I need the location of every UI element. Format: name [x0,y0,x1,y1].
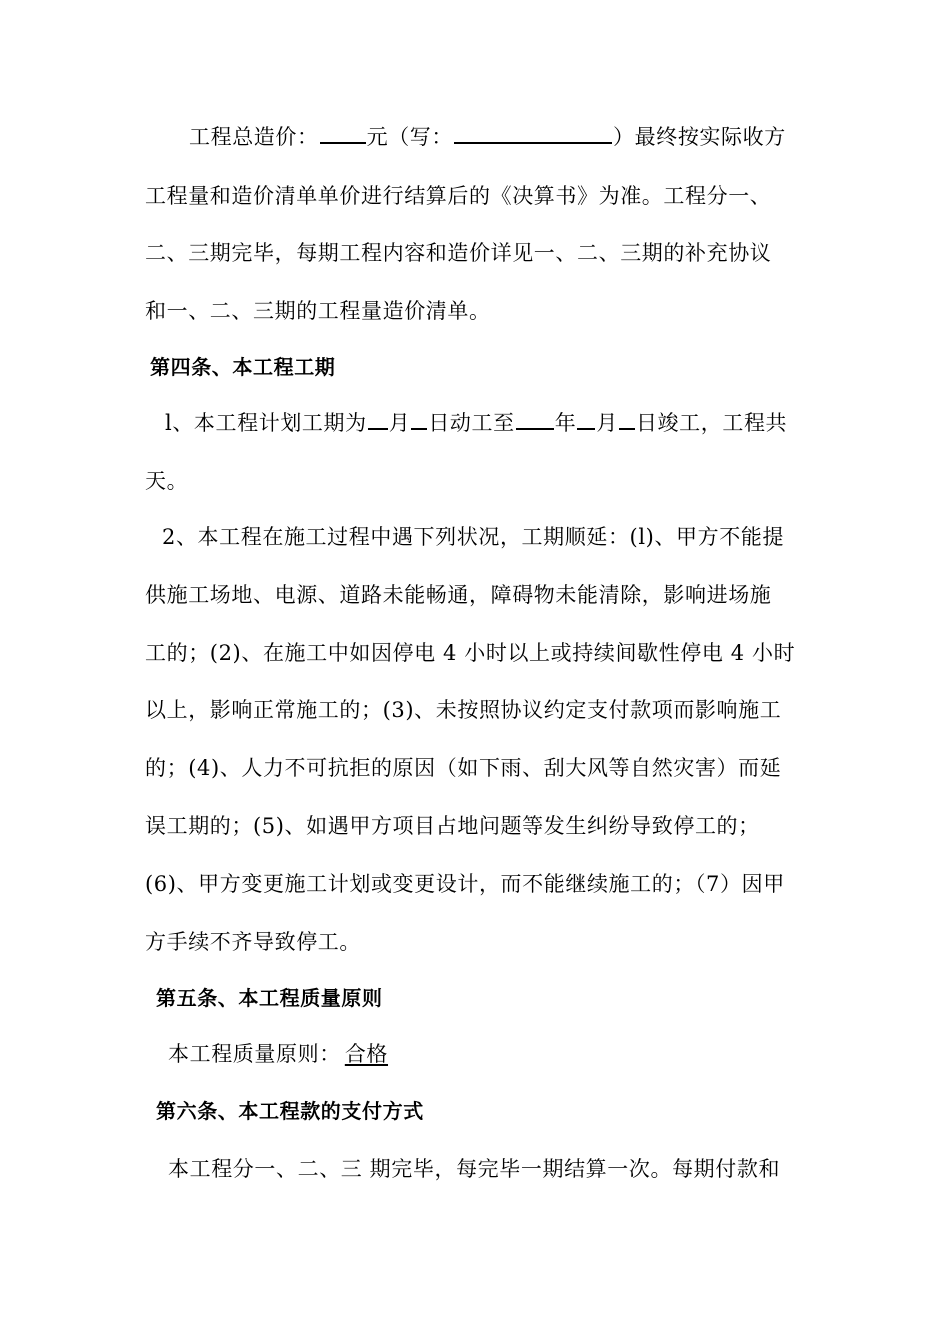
start-day-blank [411,408,427,430]
article-4-heading: 第四条、本工程工期 [150,355,336,379]
cost-written-label: 元（写： [366,125,454,149]
schedule-text: l、本工程计划工期为 [165,411,367,435]
quality-label: 本工程质量原则： [168,1042,341,1066]
month-label: 月 [596,411,618,435]
paragraph-line: 和一、二、三期的工程量造价清单。 [145,299,491,323]
article-6-heading: 第六条、本工程款的支付方式 [156,1099,424,1123]
paragraph-line: 2、本工程在施工过程中遇下列状况，工期顺延：(l)、甲方不能提 [162,525,785,549]
month-label: 月 [388,411,411,435]
paragraph-line: (6)、甲方变更施工计划或变更设计，而不能继续施工的；（7）因甲 [145,872,785,896]
paragraph-line: 二、三期完毕，每期工程内容和造价详见一、二、三期的补充协议 [145,241,772,265]
article-5-heading: 第五条、本工程质量原则 [156,986,383,1010]
paragraph-line: 以上，影响正常施工的；(3)、未按照协议约定支付款项而影响施工 [145,698,782,722]
paragraph-line: 工程量和造价清单单价进行结算后的《决算书》为准。工程分一、 [145,184,772,208]
paragraph-line: 供施工场地、电源、道路未能畅通，障碍物未能清除，影响进场施 [145,583,772,607]
end-year-blank [516,408,554,430]
schedule-line [165,408,810,438]
quality-line [168,1039,810,1069]
completion-text: 日竣工，工程共 [635,411,788,435]
start-label: 日动工至 [428,411,515,435]
days-line: 天。 [145,469,189,493]
start-month-blank [368,408,388,430]
end-day-blank [619,408,635,430]
year-label: 年 [554,411,577,435]
total-cost-blank [320,122,366,144]
paragraph-line: 误工期的；(5)、如遇甲方项目占地问题等发生纠纷导致停工的； [145,814,760,838]
paragraph-line: 方手续不齐导致停工。 [145,930,361,954]
final-settlement-text: ）最终按实际收方 [613,125,786,149]
paragraph-line: 工的；(2)、在施工中如因停电 4 小时以上或持续间歇性停电 4 小时 [145,641,796,665]
paragraph-line: 本工程分一、二、三 期完毕，每完毕一期结算一次。每期付款和 [168,1157,781,1181]
end-month-blank [577,408,595,430]
cost-written-blank [454,122,612,144]
total-cost-label: 工程总造价： [189,125,319,149]
quality-value: 合格 [344,1042,389,1066]
paragraph-line: 的；(4)、人力不可抗拒的原因（如下雨、刮大风等自然灾害）而延 [145,756,782,780]
cost-line [189,122,810,152]
